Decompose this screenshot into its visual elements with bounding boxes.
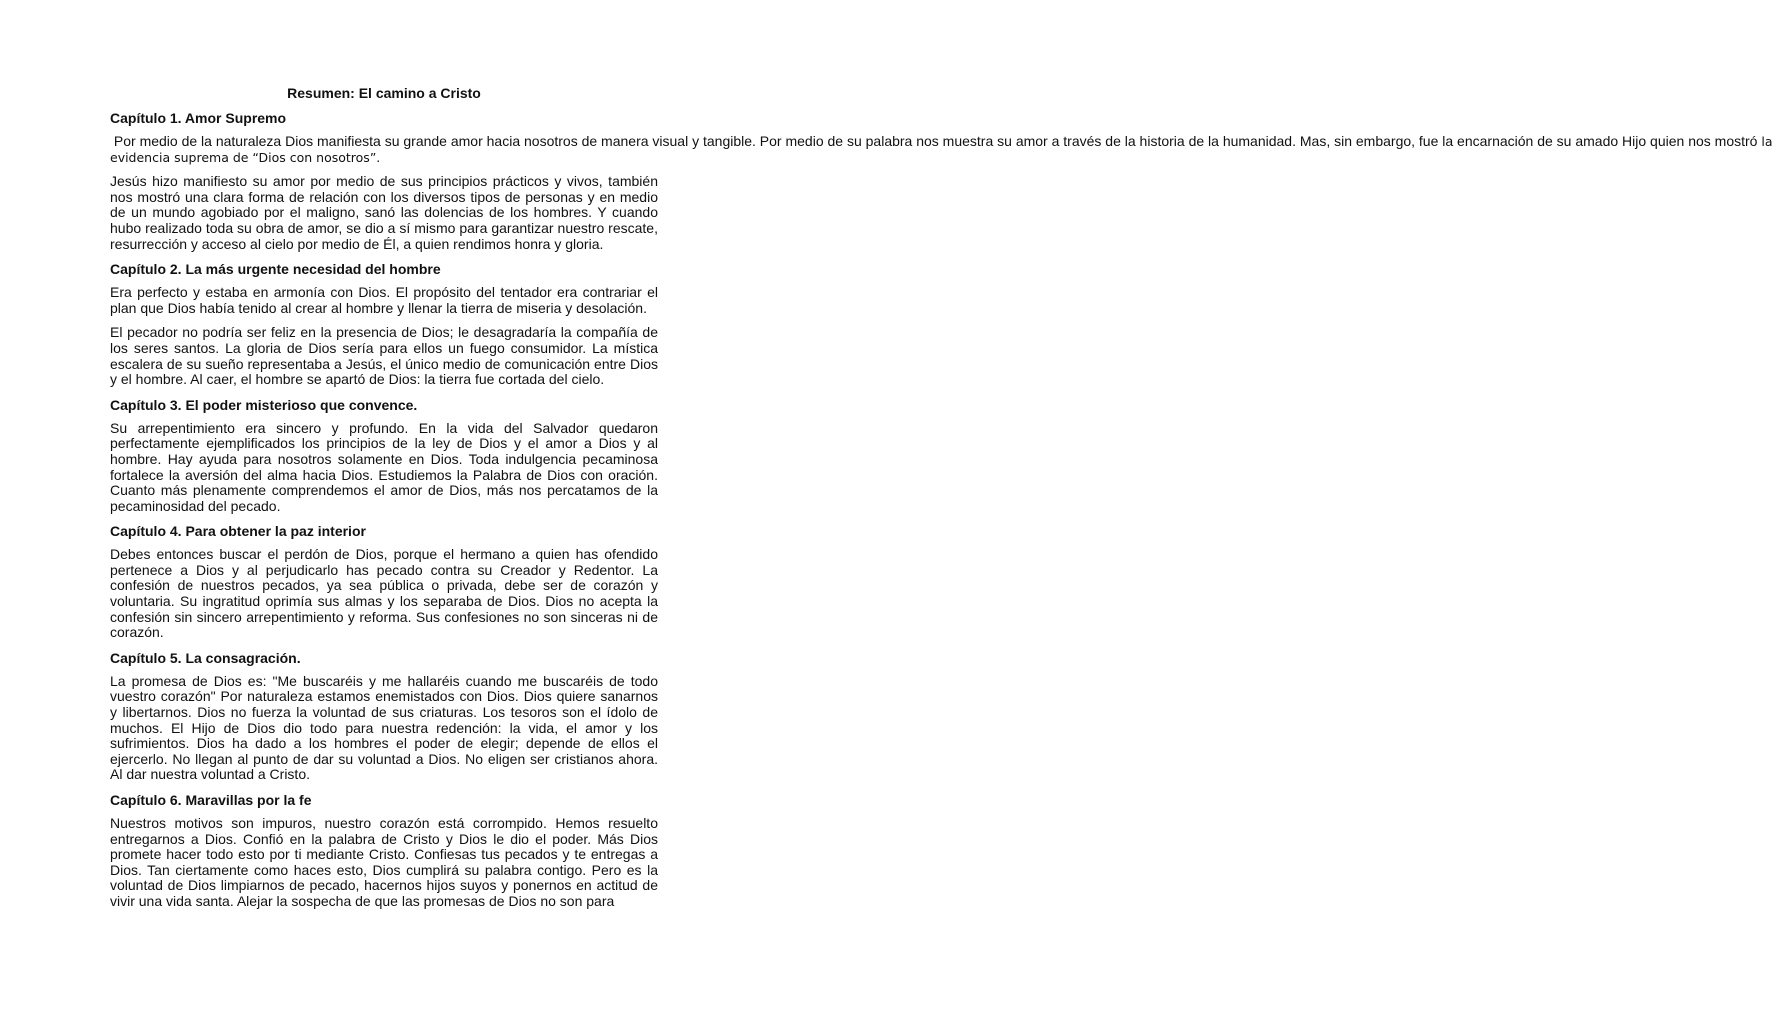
chapter-4-heading: Capítulo 4. Para obtener la paz interior [110, 523, 366, 540]
chapter-3-paragraph-1: Su arrepentimiento era sincero y profundo. En la vida del Salvador quedaron perfectamente ejemplificados los principios de la ley de Dios y el amor a Dios y al hombre. Hay ayuda para nosotros solamente en Dios. Toda indulgencia pecaminosa fortalece la aversión del alma hacia Dios. Estudiemos la Palabra de Dios con oración. Cuanto más plenamente comprendemos el amor de Dios, más nos percatamos de la pecaminosidad del pecado. [110, 419, 658, 514]
chapter-2-paragraph-2: El pecador no podría ser feliz en la presencia de Dios; le desagradaría la compañía de los seres santos. La gloria de Dios sería para ellos un fuego consumidor. La mística escalera de su sueño representaba a Jesús, el único medio de comunicación entre Dios y el hombre. Al caer, el hombre se apartó de Dios: la tierra fue cortada del cielo. [110, 324, 658, 388]
chapter-5-paragraph-1: La promesa de Dios es: "Me buscaréis y me hallaréis cuando me buscaréis de todo vuestro corazón" Por naturaleza estamos enemistados con Dios. Dios quiere sanarnos y libertarnos. Dios no fuerza la voluntad de sus criaturas. Los tesoros son el ídolo de muchos. El Hijo de Dios dio todo para nuestra redención: la vida, el amor y los sufrimientos. Dios ha dado a los hombres el poder de elegir; depende de ellos el ejercerlo. No llegan al punto de dar su voluntad a Dios. No eligen ser cristianos ahora. Al dar nuestra voluntad a Cristo. [110, 672, 658, 783]
chapter-2-paragraph-1: Era perfecto y estaba en armonía con Dios. El propósito del tentador era contrariar el plan que Dios había tenido al crear al hombre y llenar la tierra de miseria y desolación. [110, 284, 658, 316]
chapter-1-paragraph-1-tail: la evidencia suprema de “Dios con nosotros”. [110, 134, 1772, 165]
chapter-4-paragraph-1: Debes entonces buscar el perdón de Dios, porque el hermano a quien has ofendido pertenece a Dios y al perjudicarlo has pecado contra su Creador y Redentor. La confesión de nuestros pecados, ya sea pública o privada, debe ser de corazón y voluntaria. Su ingratitud oprimía sus almas y los separaba de Dios. Dios no acepta la confesión sin sincero arrepentimiento y reforma. Sus confesiones no son sinceras ni de corazón. [110, 546, 658, 641]
chapter-1-paragraph-1 [110, 133, 1772, 165]
chapter-1-paragraph-2: Jesús hizo manifiesto su amor por medio de sus principios prácticos y vivos, también nos mostró una clara forma de relación con los diversos tipos de personas y en medio de un mundo agobiado por el maligno, sanó las dolencias de los hombres. Y cuando hubo realizado toda su obra de amor, se dio a sí mismo para garantizar nuestro rescate, resurrección y acceso al cielo por medio de Él, a quien rendimos honra y gloria. [110, 173, 658, 252]
chapter-1-heading: Capítulo 1. Amor Supremo [110, 110, 287, 126]
chapter-6-paragraph-1: Nuestros motivos son impuros, nuestro corazón está corrompido. Hemos resuelto entregarnos a Dios. Confió en la palabra de Cristo y Dios le dio el poder. Más Dios promete hacer todo esto por ti mediante Cristo. Confiesas tus pecados y te entregas a Dios. Tan ciertamente como haces esto, Dios cumplirá su palabra contigo. Pero es la voluntad de Dios limpiarnos de pecado, hacernos hijos suyos y ponernos en actitud de vivir una vida santa. Alejar la sospecha de que las promesas de Dios no son para [110, 815, 658, 909]
chapter-2-heading: Capítulo 2. La más urgente necesidad del hombre [110, 261, 441, 278]
chapter-3-heading: Capítulo 3. El poder misterioso que convence. [110, 396, 418, 413]
document-title: Resumen: El camino a Cristo [287, 85, 481, 101]
chapter-1-paragraph-1-text: Por medio de la naturaleza Dios manifiesta su grande amor hacia nosotros de manera visual y tangible. Por medio de su palabra nos muestra su amor a través de la historia de la humanidad. Mas, sin embargo, fue la encarnación de su amado Hijo quien nos mostró [110, 133, 1762, 149]
chapter-5-heading: Capítulo 5. La consagración. [110, 649, 301, 666]
chapter-6-heading: Capítulo 6. Maravillas por la fe [110, 792, 312, 808]
